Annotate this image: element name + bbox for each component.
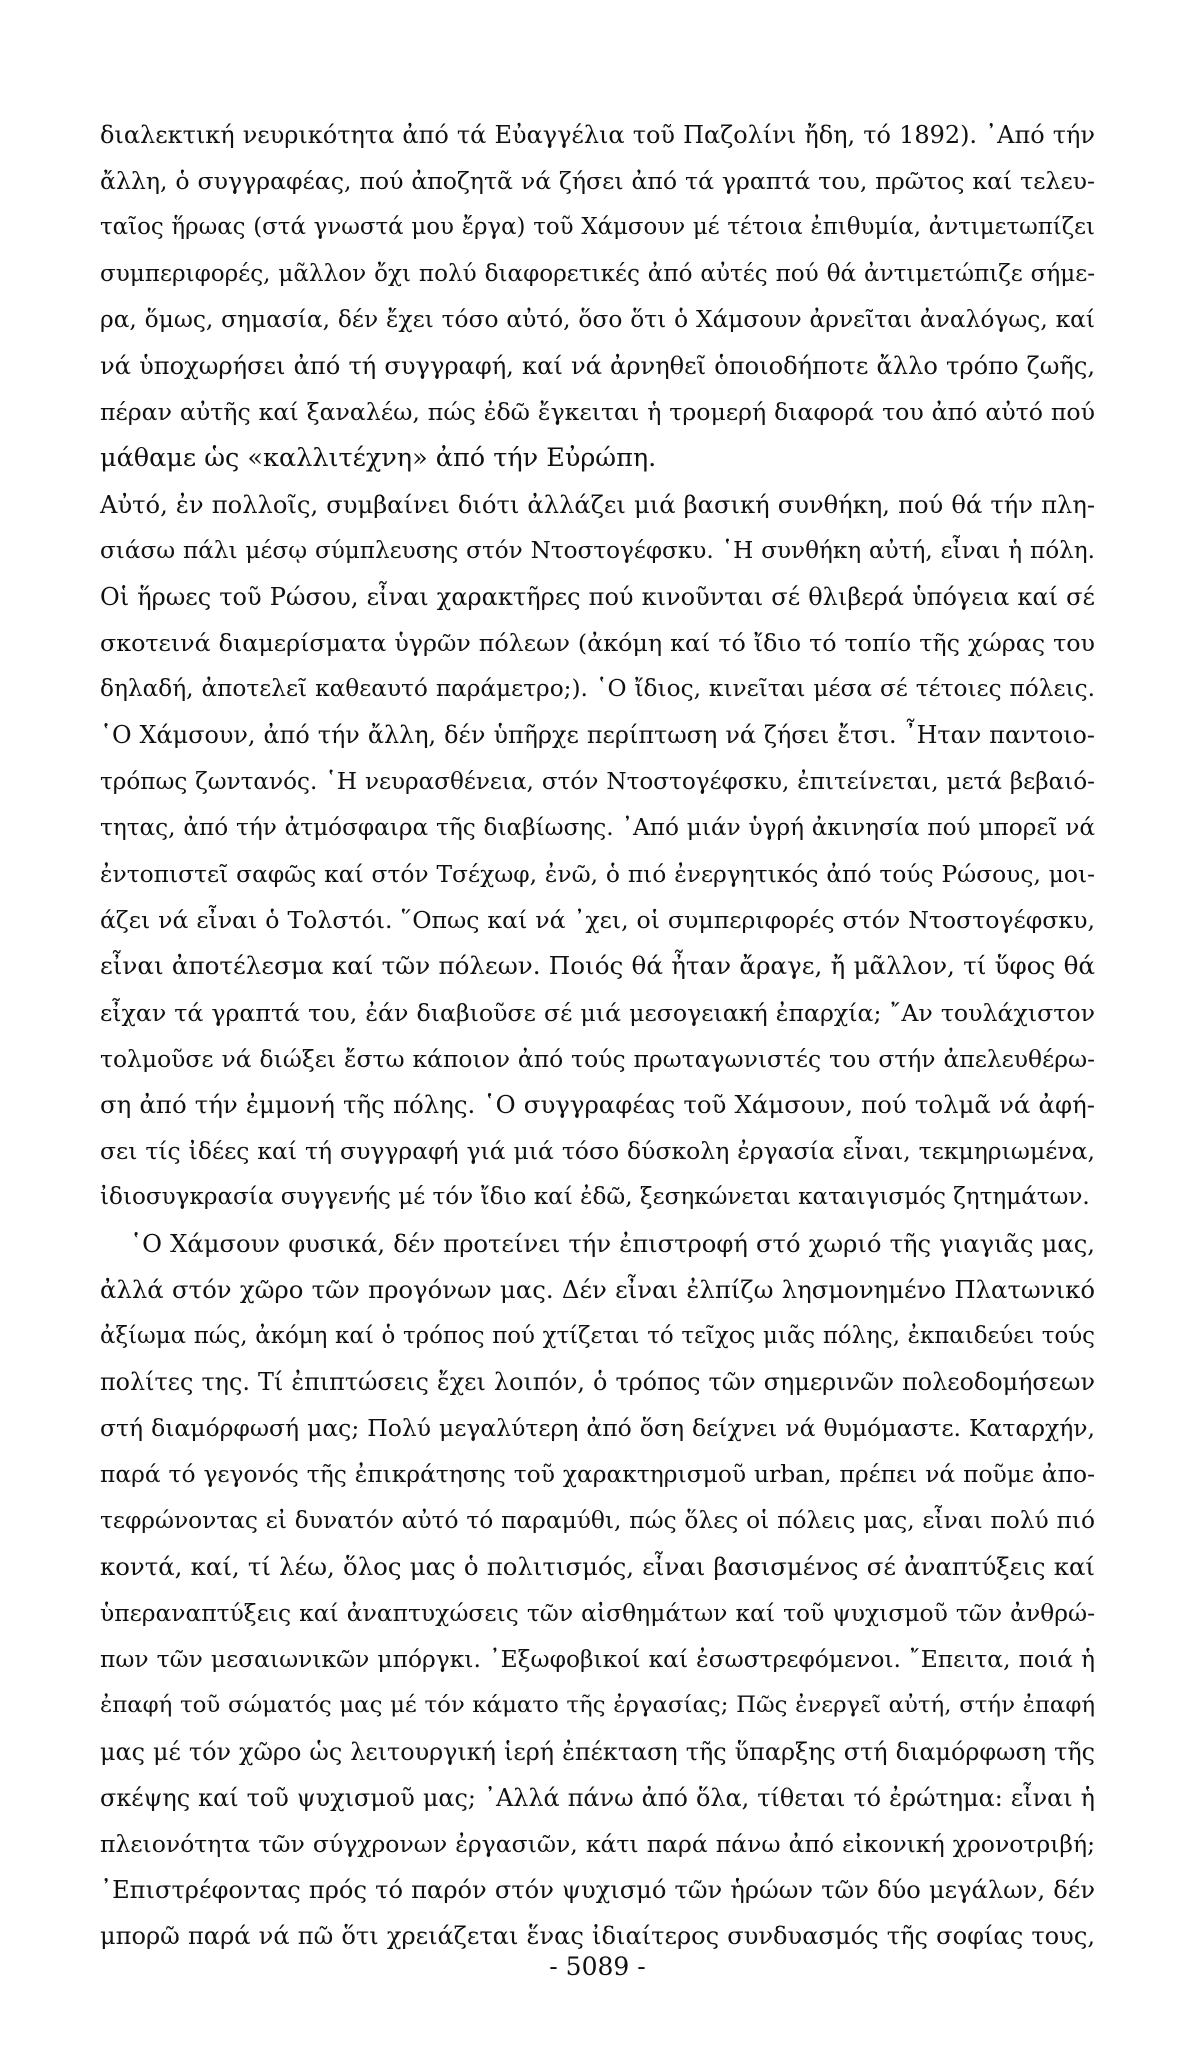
text-line: ὑπεραναπτύξεις καί ἀναπτυχώσεις τῶν αἰσθημάτων καί τοῦ ψυχισμοῦ τῶν ἀνθρώ- <box>100 1599 1095 1627</box>
text-line: πολίτες της. Τί ἐπιπτώσεις ἔχει λοιπόν, ὁ τρόπος τῶν σημερινῶν πολεοδομήσεων <box>100 1368 1095 1397</box>
text-line: σκοτεινά διαμερίσματα ὑγρῶν πόλεων (ἀκόμη καί τό ἴδιο τό τοπίο τῆς χώρας του <box>100 629 1095 658</box>
text-line: Αὐτό, ἐν πολλοῖς, συμβαίνει διότι ἀλλάζει μιά βασική συνθήκη, πού θά τήν πλη- <box>100 490 1095 519</box>
page-body <box>100 112 1095 1960</box>
text-line: άζει νά εἶναι ὁ Τολστόι. ῞Οπως καί νά ᾿χει, οἱ συμπεριφορές στόν Ντοστογέφσκυ, <box>100 906 1095 935</box>
text-line: τεφρώνοντας εἰ δυνατόν αὐτό τό παραμύθι, πώς ὅλες οἱ πόλεις μας, εἶναι πολύ πιό <box>100 1506 1095 1534</box>
text-line: στή διαμόρφωσή μας; Πολύ μεγαλύτερη ἀπό ὅση δείχνει νά θυμόμαστε. Καταρχήν, <box>100 1414 1095 1443</box>
text-line: ἐντοπιστεῖ σαφῶς καί στόν Τσέχωφ, ἐνῶ, ὁ πιό ἐνεργητικός ἀπό τούς Ρώσους, μοι- <box>100 860 1095 888</box>
text-line: ἐπαφή τοῦ σώματός μας μέ τόν κάματο τῆς ἐργασίας; Πῶς ἐνεργεῖ αὐτή, στήν ἐπαφή <box>100 1692 1095 1719</box>
text-line: κοντά, καί, τί λέω, ὅλος μας ὁ πολιτισμός, εἶναι βασισμένος σέ ἀναπτύξεις καί <box>100 1551 1095 1581</box>
text-line: σκέψης καί τοῦ ψυχισμοῦ μας; ᾿Αλλά πάνω ἀπό ὅλα, τίθεται τό ἐρώτημα: εἶναι ἡ <box>100 1783 1095 1812</box>
page-number: - 5089 - <box>549 1952 646 1981</box>
text-line: ταῖος ἥρωας (στά γνωστά μου ἔργα) τοῦ Χάμσουν μέ τέτοια ἐπιθυμία, ἀντιμετωπίζει <box>100 214 1095 241</box>
paragraph-2 <box>100 482 1095 1221</box>
text-line: Οἱ ἥρωες τοῦ Ρώσου, εἶναι χαρακτῆρες πού κινοῦνται σέ θλιβερά ὑπόγεια καί σέ <box>100 582 1095 611</box>
text-line: πων τῶν μεσαιωνικῶν μπόργκι. ᾿Εξωφοβικοί καί ἐσωστρεφόμενοι. ῎Επειτα, ποιά ἡ <box>100 1645 1095 1674</box>
paragraph-3 <box>100 1221 1095 1960</box>
text-line: πέραν αὐτῆς καί ξαναλέω, πώς ἐδῶ ἔγκειται ἡ τρομερή διαφορά του ἀπό αὐτό πού <box>100 398 1095 427</box>
text-line: μας μέ τόν χῶρο ὡς λειτουργική ἱερή ἐπέκταση τῆς ὕπαρξης στή διαμόρφωση τῆς <box>100 1737 1095 1766</box>
text-line: μάθαμε ὡς «καλλιτέχνη» ἀπό τήν Εὐρώπη. <box>100 443 657 474</box>
text-line: δηλαδή, ἀποτελεῖ καθεαυτό παράμετρο;). ῾Ο ἴδιος, κινεῖται μέσα σέ τέτοιες πόλεις. <box>100 675 1095 703</box>
text-line: σιάσω πάλι μέσῳ σύμπλευσης στόν Ντοστογέφσκυ. ῾Η συνθήκη αὐτή, εἶναι ἡ πόλη. <box>100 537 1095 564</box>
text-line: συμπεριφορές, μᾶλλον ὄχι πολύ διαφορετικές ἀπό αὐτές πού θά ἀντιμετώπιζε σήμε- <box>100 260 1095 287</box>
text-line: ῾Ο Χάμσουν, ἀπό τήν ἄλλη, δέν ὑπῆρχε περίπτωση νά ζήσει ἔτσι. ῏Ηταν παντοιο- <box>100 721 1095 750</box>
text-line: μπορῶ παρά νά πῶ ὅτι χρειάζεται ἕνας ἰδιαίτερος συνδυασμός τῆς σοφίας τους, <box>100 1922 1095 1951</box>
text-line: πλειονότητα τῶν σύγχρονων ἐργασιῶν, κάτι παρά πάνω ἀπό εἰκονική χρονοτριβή; <box>100 1829 1095 1858</box>
text-line: ᾿Επιστρέφοντας πρός τό παρόν στόν ψυχισμό τῶν ἡρώων τῶν δύο μεγάλων, δέν <box>100 1876 1095 1905</box>
text-line: ρα, ὅμως, σημασία, δέν ἔχει τόσο αὐτό, ὅσο ὅτι ὁ Χάμσουν ἀρνεῖται ἀναλόγως, καί <box>100 305 1095 333</box>
text-line: ἰδιοσυγκρασία συγγενής μέ τόν ἴδιο καί ἐδῶ, ξεσηκώνεται καταιγισμός ζητημάτων. <box>100 1184 1090 1211</box>
text-line: τρόπως ζωντανός. ῾Η νευρασθένεια, στόν Ντοστογέφσκυ, ἐπιτείνεται, μετά βεβαιό- <box>100 768 1095 795</box>
text-line: ἄλλη, ὁ συγγραφέας, πού ἀποζητᾶ νά ζήσει ἀπό τά γραπτά του, πρῶτος καί τελευ- <box>100 167 1095 196</box>
text-line: διαλεκτική νευρικότητα ἀπό τά Εὐαγγέλια τοῦ Παζολίνι ἤδη, τό 1892). ᾿Από τήν <box>100 121 1095 149</box>
text-line: εἶναι ἀποτέλεσμα καί τῶν πόλεων. Ποιός θά ἦταν ἄραγε, ἤ μᾶλλον, τί ὕφος θά <box>100 951 1095 981</box>
text-line: τολμοῦσε νά διώξει ἔστω κάποιον ἀπό τούς πρωταγωνιστές του στήν ἀπελευθέρω- <box>100 1044 1095 1073</box>
text-line: νά ὑποχωρήσει ἀπό τή συγγραφή, καί νά ἀρνηθεῖ ὁποιοδήποτε ἄλλο τρόπο ζωῆς, <box>100 351 1095 380</box>
text-line: εἶχαν τά γραπτά του, ἐάν διαβιοῦσε σέ μιά μεσογειακή ἐπαρχία; ῎Αν τουλάχιστον <box>100 998 1095 1027</box>
paragraph-1 <box>100 112 1095 482</box>
text-line: ἀλλά στόν χῶρο τῶν προγόνων μας. Δέν εἶναι ἐλπίζω λησμονημένο Πλατωνικό <box>100 1274 1095 1304</box>
text-line: τητας, ἀπό τήν ἀτμόσφαιρα τῆς διαβίωσης. ᾿Από μιάν ὑγρή ἀκινησία πού μπορεῖ νά <box>100 813 1095 841</box>
text-line: ῾Ο Χάμσουν φυσικά, δέν προτείνει τήν ἐπιστροφή στό χωριό τῆς γιαγιᾶς μας, <box>130 1229 1095 1258</box>
text-line: σει τίς ἰδέες καί τή συγγραφή γιά μιά τόσο δύσκολη ἐργασία εἶναι, τεκμηριωμένα, <box>100 1137 1095 1166</box>
text-line: ἀξίωμα πώς, ἀκόμη καί ὁ τρόπος πού χτίζεται τό τεῖχος μιᾶς πόλης, ἐκπαιδεύει τούς <box>100 1322 1095 1349</box>
text-line: παρά τό γεγονός τῆς ἐπικράτησης τοῦ χαρακτηρισμοῦ urban, πρέπει νά ποῦμε ἀπο- <box>100 1460 1095 1489</box>
text-line: ση ἀπό τήν ἐμμονή τῆς πόλης. ῾Ο συγγραφέας τοῦ Χάμσουν, πού τολμᾶ νά ἀφή- <box>100 1089 1095 1119</box>
